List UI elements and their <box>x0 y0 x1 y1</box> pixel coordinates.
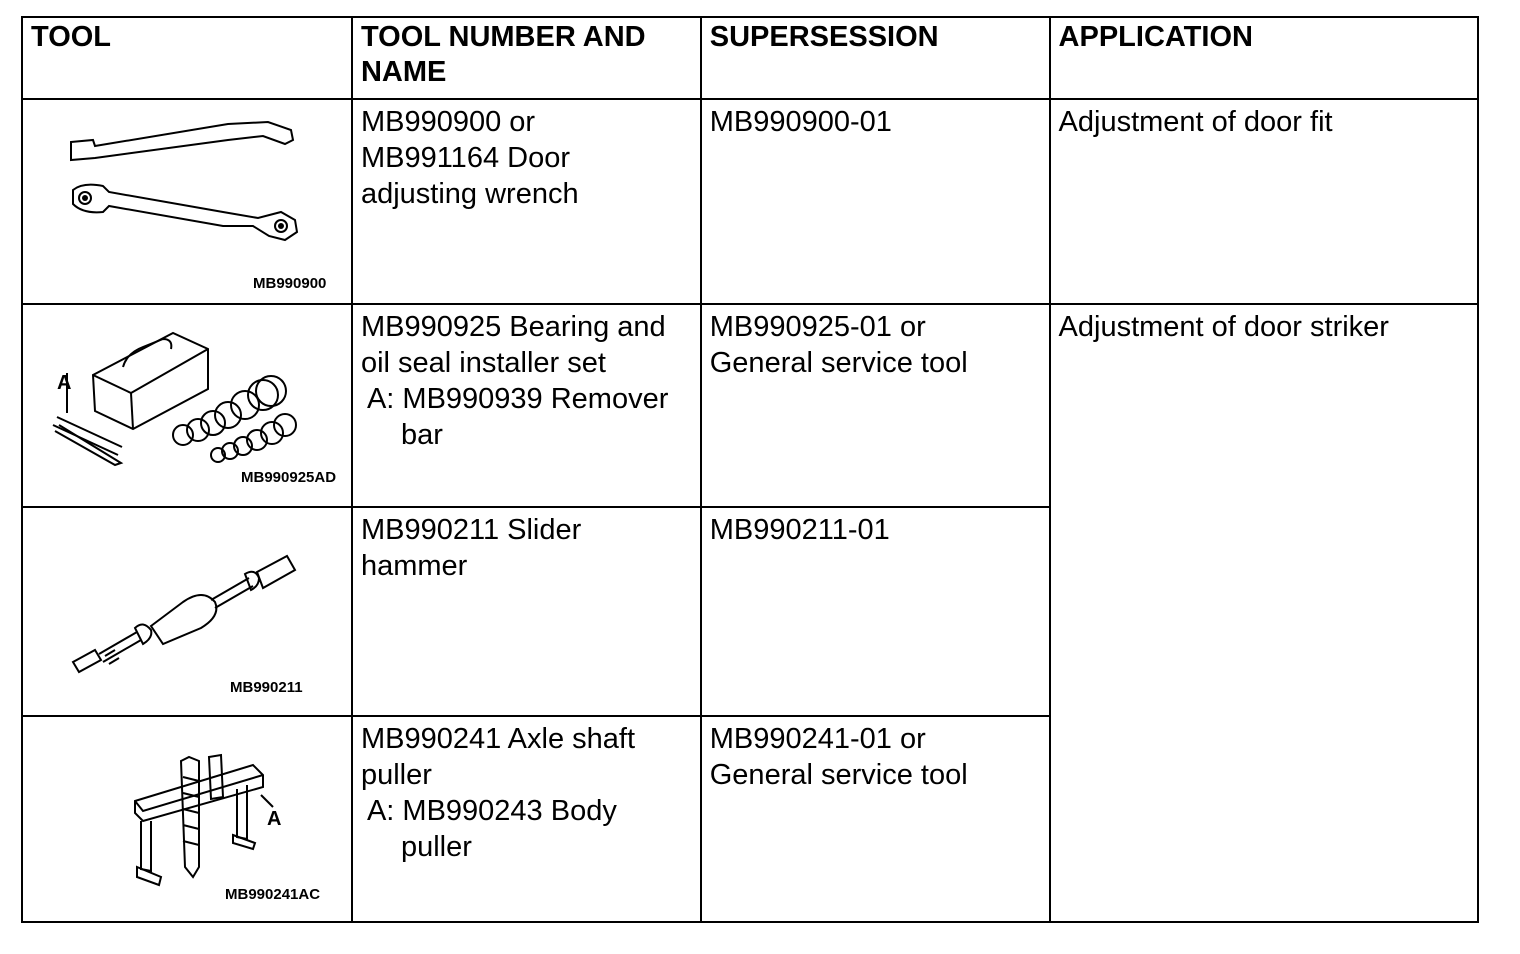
supersession-line: MB990241-01 or <box>709 723 926 755</box>
supersession-cell <box>701 99 1050 304</box>
supersession-line: MB990900-01 <box>709 106 892 138</box>
application-cell <box>1050 99 1478 304</box>
supersession-line: General service tool <box>709 347 968 379</box>
tool-number-name-cell <box>352 304 701 507</box>
tool-image-cell <box>22 716 352 922</box>
tool-image-cell <box>22 304 352 507</box>
tool-name-line: MB991164 Door <box>360 142 570 174</box>
tool-sub-item-continued: puller <box>400 831 472 863</box>
tool-image-code: MB990900 <box>253 275 327 292</box>
header-tool: TOOL <box>22 17 352 99</box>
slider-hammer-icon <box>23 508 353 713</box>
tool-name-line: MB990925 Bearing and <box>360 311 666 343</box>
tool-name-line: adjusting wrench <box>360 178 579 210</box>
tool-name-line: MB990900 or <box>360 106 536 138</box>
supersession-cell <box>701 716 1050 922</box>
tool-sub-item: A: MB990939 Remover <box>366 383 669 415</box>
tool-image-cell <box>22 99 352 304</box>
tool-image-code: MB990241AC <box>225 886 321 903</box>
table-row <box>22 99 1478 304</box>
tool-image-cell <box>22 507 352 716</box>
application-text: Adjustment of door fit <box>1058 106 1333 138</box>
tool-number-name-cell <box>352 507 701 716</box>
application-cell <box>1050 304 1478 922</box>
tool-sub-item: A: MB990243 Body <box>366 795 617 827</box>
table-header-row <box>22 17 1478 99</box>
header-supersession: SUPERSESSION <box>701 17 1050 99</box>
callout-label-a: A <box>267 808 282 830</box>
supersession-cell <box>701 304 1050 507</box>
special-tools-table <box>21 16 1479 923</box>
tool-number-name-cell <box>352 99 701 304</box>
header-application: APPLICATION <box>1050 17 1478 99</box>
tool-name-line: oil seal installer set <box>360 347 606 379</box>
supersession-cell <box>701 507 1050 716</box>
supersession-line: MB990211-01 <box>709 514 890 546</box>
application-text: Adjustment of door striker <box>1058 311 1389 343</box>
table-row <box>22 304 1478 507</box>
tool-image-code: MB990211 <box>230 679 303 696</box>
header-tool-number-name: TOOL NUMBER AND NAME <box>352 17 701 99</box>
tool-name-line: hammer <box>360 550 468 582</box>
tool-name-line: puller <box>360 759 432 791</box>
tool-number-name-cell <box>352 716 701 922</box>
supersession-line: General service tool <box>709 759 968 791</box>
callout-label-a: A <box>57 372 72 394</box>
tool-sub-item-continued: bar <box>400 419 443 451</box>
tool-name-line: MB990241 Axle shaft <box>360 723 636 755</box>
tool-name-line: MB990211 Slider <box>360 514 582 546</box>
tool-image-code: MB990925AD <box>241 469 337 486</box>
supersession-line: MB990925-01 or <box>709 311 926 343</box>
